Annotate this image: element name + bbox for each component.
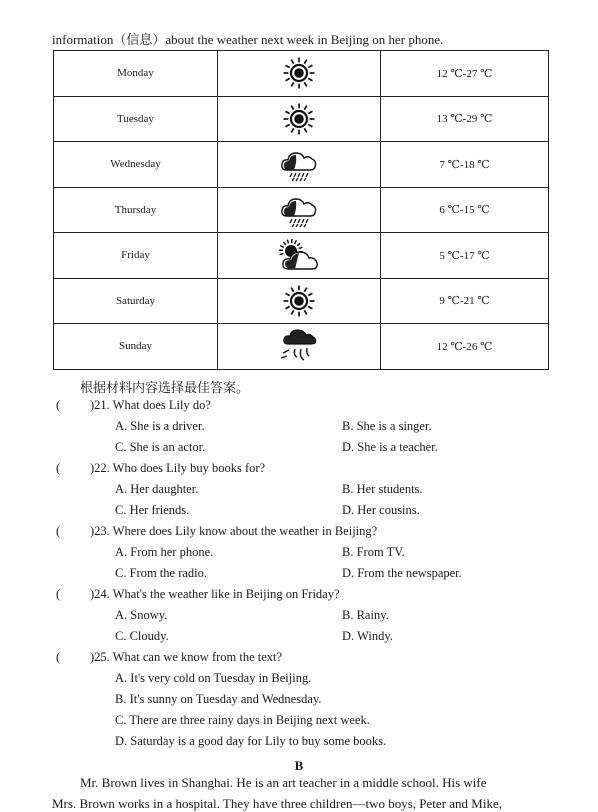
option-c: C. There are three rainy days in Beijing next week. [115, 713, 370, 727]
question-24 [56, 587, 556, 603]
weather-row [54, 278, 549, 324]
answer-blank[interactable]: ( [56, 587, 61, 601]
option-d: D. She is a teacher. [342, 440, 438, 454]
question-stem: )21. What does Lily do? [90, 398, 211, 412]
temperature-cell: 6 ℃-15 ℃ [381, 187, 549, 233]
option-b: B. Her students. [342, 482, 423, 496]
temperature-cell: 12 ℃-26 ℃ [381, 324, 549, 370]
icon-cell [218, 51, 381, 97]
option-a: A. Snowy. [115, 608, 168, 622]
icon-cell [218, 142, 381, 188]
answer-blank[interactable]: ( [56, 398, 61, 412]
question-23 [56, 524, 556, 540]
icon-cell [218, 96, 381, 142]
intro-text: information（信息）about the weather next week in Beijing on her phone. [52, 32, 444, 47]
option-b: B. From TV. [342, 545, 405, 559]
question-stem: )24. What's the weather like in Beijing on Friday? [90, 587, 340, 601]
option-d: D. Saturday is a good day for Lily to buy some books. [115, 734, 387, 748]
day-cell: Saturday [54, 278, 218, 324]
rain-icon [218, 146, 380, 182]
question-stem: )22. Who does Lily buy books for? [90, 461, 266, 475]
weather-row [54, 324, 549, 370]
temperature-cell: 12 ℃-27 ℃ [381, 51, 549, 97]
option-d: D. Windy. [342, 629, 393, 643]
option-a: A. She is a driver. [115, 419, 205, 433]
icon-cell [218, 187, 381, 233]
weather-row [54, 233, 549, 279]
temperature-cell: 13 ℃-29 ℃ [381, 96, 549, 142]
sun-icon [218, 285, 380, 317]
weather-table [53, 50, 549, 370]
option-c: C. She is an actor. [115, 440, 206, 454]
answer-blank[interactable]: ( [56, 650, 61, 664]
option-c: C. Her friends. [115, 503, 190, 517]
option-b: B. Rainy. [342, 608, 389, 622]
option-d: D. Her cousins. [342, 503, 420, 517]
option-c: C. From the radio. [115, 566, 208, 580]
passage-line: Mr. Brown lives in Shanghai. He is an art teacher in a middle school. His wife [80, 775, 487, 790]
option-a: A. It's very cold on Tuesday in Beijing. [115, 671, 312, 685]
weather-row [54, 51, 549, 97]
day-cell: Friday [54, 233, 218, 279]
temperature-cell: 9 ℃-21 ℃ [381, 278, 549, 324]
passage-line: Mrs. Brown works in a hospital. They have three children—two boys, Peter and Mike, [52, 796, 502, 811]
temperature-cell: 7 ℃-18 ℃ [381, 142, 549, 188]
question-21 [56, 398, 556, 414]
weather-row [54, 96, 549, 142]
day-cell: Wednesday [54, 142, 218, 188]
option-b: B. She is a singer. [342, 419, 432, 433]
day-cell: Tuesday [54, 96, 218, 142]
wind-icon [218, 327, 380, 365]
weather-row [54, 142, 549, 188]
answer-blank[interactable]: ( [56, 461, 61, 475]
instruction-text: 根据材料内容选择最佳答案。 [80, 380, 250, 395]
day-cell: Thursday [54, 187, 218, 233]
icon-cell [218, 324, 381, 370]
question-25 [56, 650, 556, 666]
sun-icon [218, 57, 380, 89]
icon-cell [218, 278, 381, 324]
question-22 [56, 461, 556, 477]
option-d: D. From the newspaper. [342, 566, 462, 580]
answer-blank[interactable]: ( [56, 524, 61, 538]
option-a: A. Her daughter. [115, 482, 199, 496]
sun-cloud-icon [218, 237, 380, 273]
question-stem: )25. What can we know from the text? [90, 650, 283, 664]
icon-cell [218, 233, 381, 279]
rain-icon [218, 192, 380, 228]
option-b: B. It's sunny on Tuesday and Wednesday. [115, 692, 322, 706]
sun-icon [218, 103, 380, 135]
weather-row [54, 187, 549, 233]
temperature-cell: 5 ℃-17 ℃ [381, 233, 549, 279]
option-a: A. From her phone. [115, 545, 214, 559]
question-stem: )23. Where does Lily know about the weather in Beijing? [90, 524, 378, 538]
day-cell: Monday [54, 51, 218, 97]
option-c: C. Cloudy. [115, 629, 169, 643]
section-heading: B [294, 758, 304, 773]
day-cell: Sunday [54, 324, 218, 370]
